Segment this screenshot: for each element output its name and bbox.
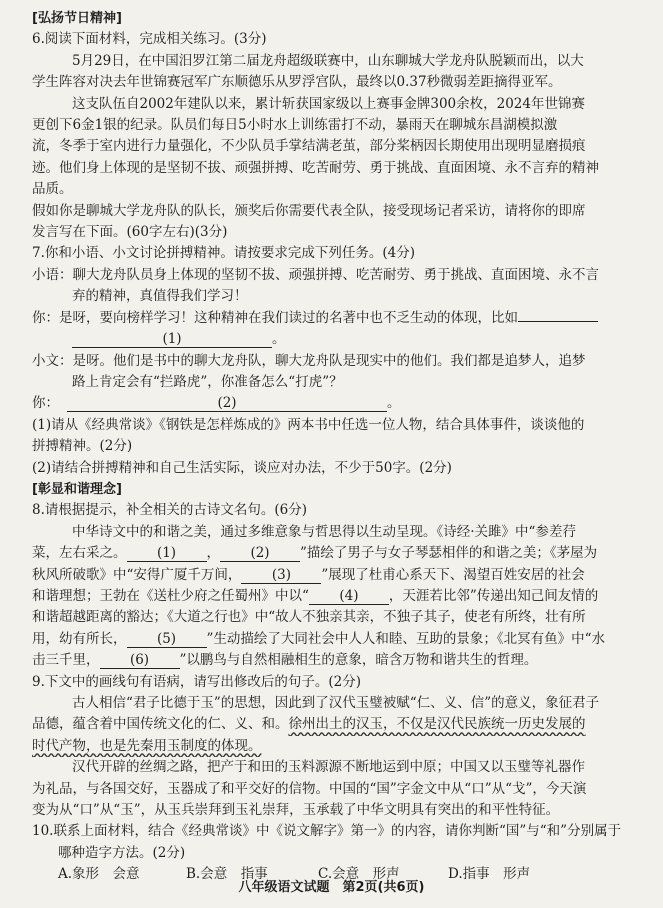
underlined-sentence: 时代产物，也是先秦用玉制度的体现。 bbox=[32, 737, 262, 754]
q9-passage-1 bbox=[32, 736, 623, 757]
question-7-stem: 7.你和小语、小文讨论拼搏精神。请按要求完成下列任务。(4分) bbox=[32, 245, 416, 262]
option-c[interactable]: C.会意 形声 bbox=[318, 866, 400, 883]
underlined-sentence: 徐州出土的汉玉，不仅是汉代民族统一历史发展的 bbox=[288, 716, 586, 733]
q6-paragraph-2: 品质。 bbox=[32, 181, 73, 198]
q6-paragraph-2: 这支队伍自2002年建队以来，累计斩获国家级以上赛事金牌300余枚，2024年世锦赛 bbox=[72, 95, 585, 112]
q7-subquestion-1: 拼搏精神。(2分) bbox=[32, 438, 133, 455]
q9-passage-2: 汉代开辟的丝绸之路，把产于和田的玉料源源不断地运到中原；中国又以玉璧等礼器作 bbox=[72, 759, 585, 776]
q6-paragraph-1: 5月29日，在中国汨罗江第二届龙舟超级联赛中，山东聊城大学龙舟队脱颖而出，以大 bbox=[72, 52, 584, 69]
q9-passage-2: 为礼品，与各国交好，玉器成了和平交好的信物。中国的“国”字金文中从“口”从“戈”，今天演 bbox=[32, 780, 587, 797]
q6-paragraph-2: 迹。他们身上体现的是坚韧不拔、顽强拼搏、吃苦耐劳、勇于挑战、直面困境、永不言弃的精神 bbox=[32, 159, 599, 176]
dialogue-xiaowen: 路上肯定会有“拦路虎”，你准备怎么“打虎”？ bbox=[72, 373, 343, 390]
q8-text: 中华诗文中的和谐之美，通过多维意象与哲思得以生动呈现。《诗经·关雎》中“参差荇 bbox=[72, 523, 576, 540]
page-footer: 八年级语文试题 第2页(共6页) bbox=[238, 880, 425, 895]
dialogue-xiaoyu: 小语：聊大龙舟队员身上体现的坚韧不拔、顽强拼搏、吃苦耐劳、勇于挑战、直面困境、永不言 bbox=[32, 266, 599, 283]
dialogue-xiaowen: 小文：是呀。他们是书中的聊大龙舟队，聊大龙舟队是现实中的他们。我们都是追梦人，追梦 bbox=[32, 352, 586, 369]
question-8-stem: 8.请根据提示，补全相关的古诗文名句。(6分) bbox=[32, 502, 308, 519]
q7-subquestion-1: (1)请从《经典常谈》《钢铁是怎样炼成的》两本书中任选一位人物，结合具体事件，谈谈他的 bbox=[32, 416, 585, 433]
blank-7-2[interactable]: (2) bbox=[67, 395, 387, 412]
dialogue-you-2: 你： (2) 。 bbox=[32, 395, 401, 412]
option-d[interactable]: D.指事 形声 bbox=[448, 866, 531, 883]
question-9-stem: 9.下文中的画线句有语病，请写出修改后的句子。(2分) bbox=[32, 673, 362, 690]
q9-passage-2: 变为从“口”从“玉”，从玉兵崇拜到玉礼崇拜，玉承载了中华文明具有突出的和平性特征。 bbox=[32, 802, 560, 819]
q6-task: 假如你是聊城大学龙舟队的队长，颁奖后你需要代表全队，接受现场记者采访，请将你的即席 bbox=[32, 202, 586, 219]
question-6-stem: 6.阅读下面材料，完成相关练习。(3分) bbox=[32, 31, 267, 48]
q8-text: 和谐理想；王勃在《送杜少府之任蜀州》中以“ (4) ，天涯若比邻”传递出知己间友情的 bbox=[32, 587, 599, 604]
option-a[interactable]: A.象形 会意 bbox=[58, 866, 140, 883]
q8-text: 菜，左右采之。 (1) ， (2) ”描绘了男子与女子琴瑟相伴的和谐之美；《茅屋为 bbox=[32, 545, 598, 562]
q6-task: 发言写在下面。(60字左右)(3分) bbox=[32, 224, 228, 241]
blank-7-1[interactable]: (1) bbox=[72, 331, 272, 348]
blank-8-1[interactable]: (1) bbox=[127, 545, 207, 562]
question-10-stem: 哪种造字方法。(2分) bbox=[58, 844, 186, 861]
q8-text: 击三千里， (6) ”以鹏鸟与自然相融相生的意象，暗含万物和谐共生的哲理。 bbox=[32, 652, 538, 669]
section-heading-festival: [弘扬节日精神] bbox=[32, 11, 122, 26]
q6-paragraph-2: 更创下6金1银的纪录。队员们每日5小时水上训练雷打不动，暴雨天在聊城东昌湖模拟激 bbox=[32, 117, 558, 134]
dialogue-you-1: 你：是呀，要向榜样学习！这种精神在我们读过的名著中也不乏生动的体现，比如 bbox=[32, 308, 623, 329]
q6-paragraph-2: 流，冬季于室内进行力量强化，不少队员手掌结满老茧，部分桨柄因长期使用出现明显磨损痕 bbox=[32, 138, 586, 155]
q7-subquestion-2: (2)请结合拼搏精神和自己生活实际，谈应对办法，不少于50字。(2分) bbox=[32, 459, 452, 476]
q6-paragraph-1: 学生阵容对决去年世锦赛冠军广东顺德乐从罗浮宫队，最终以0.37秒微弱差距摘得亚军。 bbox=[32, 74, 562, 91]
option-b[interactable]: B.会意 指事 bbox=[186, 866, 268, 883]
blank-8-5[interactable]: (5) bbox=[127, 631, 207, 648]
q8-text: 用，幼有所长， (5) ”生动描绘了大同社会中人人和睦、互助的景象；《北冥有鱼》中“水 bbox=[32, 630, 606, 647]
blank-8-4[interactable]: (4) bbox=[309, 588, 389, 605]
q8-text: 秋风所破歌》中“安得广厦千万间， (3) ”展现了杜甫心系天下、渴望百姓安居的社会 bbox=[32, 566, 585, 583]
q8-text: 和谐超越距离的豁达；《大道之行也》中“故人不独亲其亲，不独子其子，使老有所终，壮有所 bbox=[32, 609, 586, 626]
question-10-stem: 10.联系上面材料，结合《经典常谈》中《说文解字》第一》的内容，请你判断“国”与“和”分别属于 bbox=[32, 823, 622, 840]
blank-8-6[interactable]: (6) bbox=[100, 652, 180, 669]
blank-8-3[interactable]: (3) bbox=[241, 567, 321, 584]
blank-8-2[interactable]: (2) bbox=[220, 545, 300, 562]
q9-passage-1: 品德，蕴含着中国传统文化的仁、义、和。徐州出土的汉玉，不仅是汉代民族统一历史发展的 bbox=[32, 716, 586, 733]
section-heading-harmony: [彰显和谐理念] bbox=[32, 481, 122, 497]
dialogue-you-1-cont: (1) 。 bbox=[32, 329, 623, 350]
dialogue-xiaoyu: 弃的精神，真值得我们学习！ bbox=[72, 288, 248, 305]
q9-passage-1: 古人相信“君子比德于玉”的思想，因此到了汉代玉璧被赋“仁、义、信”的意义，象征君子 bbox=[72, 695, 600, 711]
